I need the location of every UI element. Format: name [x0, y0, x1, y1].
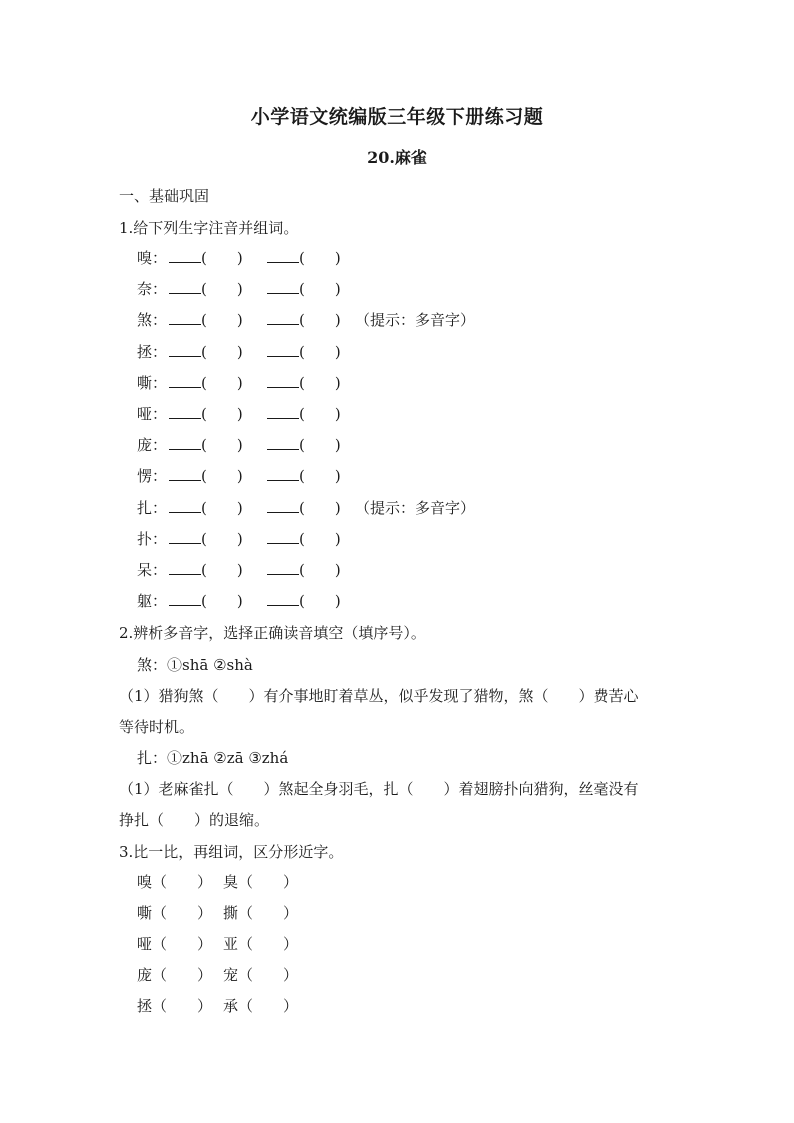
q1-character: 愣：: [137, 467, 168, 485]
word-parenthesis[interactable]: ( ): [201, 405, 243, 423]
lesson-title: 20.麻雀: [367, 148, 427, 167]
pinyin-blank[interactable]: [169, 342, 201, 357]
pinyin-blank[interactable]: [169, 404, 201, 419]
q3-char-b[interactable]: 撕（ ）: [223, 904, 299, 922]
pinyin-blank[interactable]: [267, 466, 299, 481]
q2-zha-sentence-line2: 挣扎（ ）的退缩。: [119, 811, 270, 829]
word-parenthesis[interactable]: ( ): [299, 499, 341, 517]
q3-char-b[interactable]: 承（ ）: [223, 997, 299, 1015]
q1-character: 躯：: [137, 592, 168, 610]
pinyin-blank[interactable]: [267, 529, 299, 544]
pinyin-blank[interactable]: [169, 529, 201, 544]
q2-zha-sentence-line1: （1）老麻雀扎（ ）煞起全身羽毛，扎（ ）着翅膀扑向猎狗，丝毫没有: [119, 780, 639, 798]
q3-pair-row: [137, 996, 298, 1016]
q1-character: 庞：: [137, 436, 168, 454]
q3-char-a[interactable]: 哑（ ）: [137, 935, 213, 953]
q1-character: 拯：: [137, 343, 168, 361]
q1-row: [137, 591, 351, 611]
q1-character: 嗅：: [137, 249, 168, 267]
q3-pair-row: [137, 965, 298, 985]
pinyin-blank[interactable]: [169, 310, 201, 325]
pinyin-blank[interactable]: [169, 591, 201, 606]
pinyin-blank[interactable]: [267, 342, 299, 357]
q2-sha-options: 煞：①shā ②shà: [137, 656, 253, 674]
word-parenthesis[interactable]: ( ): [201, 343, 243, 361]
q3-prompt: 3.比一比，再组词，区分形近字。: [119, 843, 344, 861]
word-parenthesis[interactable]: ( ): [201, 499, 243, 517]
q1-row: [137, 466, 351, 486]
hint-text: （提示：多音字）: [355, 311, 476, 329]
word-parenthesis[interactable]: ( ): [201, 374, 243, 392]
q1-row: [137, 435, 351, 455]
q3-pair-row: [137, 903, 298, 923]
pinyin-blank[interactable]: [267, 279, 299, 294]
word-parenthesis[interactable]: ( ): [299, 374, 341, 392]
q3-char-a[interactable]: 拯（ ）: [137, 997, 213, 1015]
section-heading: 一、基础巩固: [119, 187, 210, 205]
q1-row: [137, 373, 351, 393]
q1-character: 呆：: [137, 561, 168, 579]
q1-character: 扑：: [137, 530, 168, 548]
word-parenthesis[interactable]: ( ): [201, 280, 243, 298]
q3-pair-row: [137, 872, 298, 892]
q1-row: [137, 529, 351, 549]
q1-character: 扎：: [137, 499, 168, 517]
word-parenthesis[interactable]: ( ): [299, 280, 341, 298]
word-parenthesis[interactable]: ( ): [201, 311, 243, 329]
pinyin-blank[interactable]: [267, 591, 299, 606]
q3-pair-row: [137, 934, 298, 954]
q2-prompt: 2.辨析多音字，选择正确读音填空（填序号）。: [119, 624, 426, 642]
word-parenthesis[interactable]: ( ): [299, 530, 341, 548]
q2-zha-options: 扎：①zhā ②zā ③zhá: [137, 749, 289, 767]
pinyin-blank[interactable]: [267, 373, 299, 388]
pinyin-blank[interactable]: [267, 560, 299, 575]
q1-row: [137, 310, 475, 330]
pinyin-blank[interactable]: [169, 248, 201, 263]
pinyin-blank[interactable]: [169, 435, 201, 450]
pinyin-blank[interactable]: [169, 560, 201, 575]
q1-character: 煞：: [137, 311, 168, 329]
q1-prompt: 1.给下列生字注音并组词。: [119, 219, 299, 237]
word-parenthesis[interactable]: ( ): [201, 530, 243, 548]
q3-char-b[interactable]: 亚（ ）: [223, 935, 299, 953]
hint-text: （提示：多音字）: [355, 499, 476, 517]
word-parenthesis[interactable]: ( ): [201, 467, 243, 485]
q1-row: [137, 248, 351, 268]
pinyin-blank[interactable]: [267, 498, 299, 513]
q1-row: [137, 404, 351, 424]
word-parenthesis[interactable]: ( ): [201, 592, 243, 610]
q1-row: [137, 498, 475, 518]
q1-character: 奈：: [137, 280, 168, 298]
word-parenthesis[interactable]: ( ): [299, 311, 341, 329]
q3-char-b[interactable]: 宠（ ）: [223, 966, 299, 984]
word-parenthesis[interactable]: ( ): [201, 561, 243, 579]
q1-row: [137, 279, 351, 299]
q1-character: 哑：: [137, 405, 168, 423]
q1-character: 嘶：: [137, 374, 168, 392]
word-parenthesis[interactable]: ( ): [299, 343, 341, 361]
word-parenthesis[interactable]: ( ): [201, 436, 243, 454]
pinyin-blank[interactable]: [267, 435, 299, 450]
q2-sha-sentence-line1: （1）猎狗煞（ ）有介事地盯着草丛，似乎发现了猎物，煞（ ）费苦心: [119, 687, 639, 705]
pinyin-blank[interactable]: [169, 373, 201, 388]
q2-sha-sentence-line2: 等待时机。: [119, 718, 195, 736]
pinyin-blank[interactable]: [169, 498, 201, 513]
word-parenthesis[interactable]: ( ): [299, 405, 341, 423]
q3-char-b[interactable]: 臭（ ）: [223, 873, 299, 891]
word-parenthesis[interactable]: ( ): [299, 561, 341, 579]
word-parenthesis[interactable]: ( ): [299, 249, 341, 267]
q1-row: [137, 342, 351, 362]
word-parenthesis[interactable]: ( ): [299, 592, 341, 610]
pinyin-blank[interactable]: [169, 466, 201, 481]
page-title: 小学语文统编版三年级下册练习题: [250, 106, 544, 128]
q3-char-a[interactable]: 嘶（ ）: [137, 904, 213, 922]
word-parenthesis[interactable]: ( ): [299, 436, 341, 454]
pinyin-blank[interactable]: [267, 404, 299, 419]
q3-char-a[interactable]: 庞（ ）: [137, 966, 213, 984]
pinyin-blank[interactable]: [169, 279, 201, 294]
word-parenthesis[interactable]: ( ): [299, 467, 341, 485]
q3-char-a[interactable]: 嗅（ ）: [137, 873, 213, 891]
q1-row: [137, 560, 351, 580]
word-parenthesis[interactable]: ( ): [201, 249, 243, 267]
pinyin-blank[interactable]: [267, 248, 299, 263]
pinyin-blank[interactable]: [267, 310, 299, 325]
